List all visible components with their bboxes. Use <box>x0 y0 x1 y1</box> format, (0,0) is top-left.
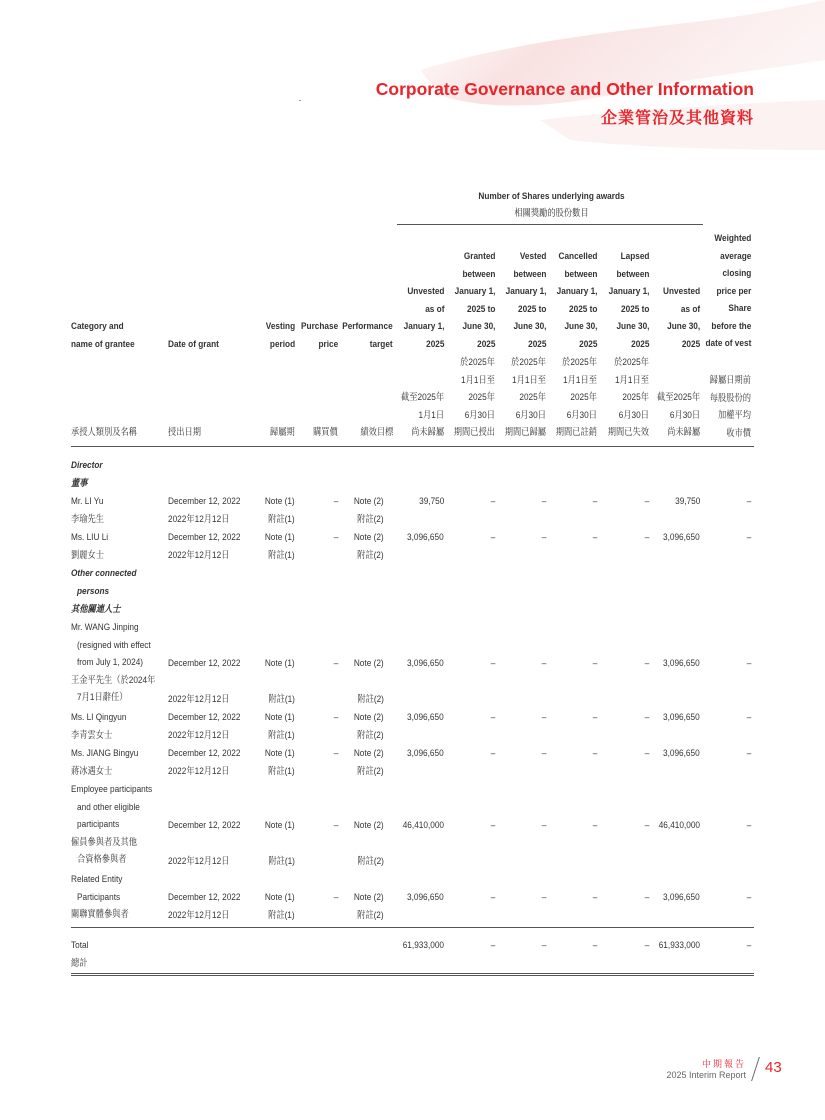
cancelled: – <box>592 712 597 723</box>
header-rule <box>71 446 754 447</box>
col-header-unvested-start: Unvested as of January 1, 2025 <box>403 286 444 350</box>
total-unvested-end: 61,933,000 <box>658 940 700 951</box>
weighted-avg-price: – <box>746 820 751 831</box>
vesting-period: Note (1) <box>265 658 295 669</box>
grant-date: December 12, 2022 <box>168 658 241 669</box>
vested: – <box>541 712 546 723</box>
col-header-cancelled-zh: 於2025年 1月1日至 2025年 6月30日 期間已註銷 <box>555 357 597 438</box>
section-other-connected-en: Other connected persons <box>71 568 137 597</box>
lapsed: – <box>644 892 649 903</box>
granted: – <box>490 496 495 507</box>
grantee-name: Mr. LI Yu 李瑜先生 <box>71 496 105 525</box>
lapsed: – <box>644 532 649 543</box>
total-unvested-start: 61,933,000 <box>402 940 444 951</box>
col-header-wavg-zh: 歸屬日期前 每股股份的 加權平均 收市價 <box>709 375 751 439</box>
unvested-end: 3,096,650 <box>663 712 700 723</box>
page-title-en: Corporate Governance and Other Information <box>375 79 754 99</box>
total-vested: – <box>541 940 546 951</box>
weighted-avg-price: – <box>746 532 751 543</box>
group-header-en: Number of Shares underlying awards <box>478 191 625 202</box>
col-header-grantee-zh: 承授人類別及名稱 <box>71 427 138 438</box>
col-header-vested: Vested between January 1, 2025 to June 30, 2025 <box>505 251 546 350</box>
col-header-vested-zh: 於2025年 1月1日至 2025年 6月30日 期間已歸屬 <box>504 357 546 438</box>
vesting-period: Note (1) <box>265 820 295 831</box>
total-granted: – <box>490 940 495 951</box>
grant-date-zh: 2022年12月12日 <box>168 856 230 867</box>
weighted-avg-price: – <box>746 496 751 507</box>
section-director-en: Director <box>71 460 103 471</box>
grant-date: December 12, 2022 2022年12月12日 <box>168 748 241 777</box>
total-weighted-avg-price: – <box>746 940 751 951</box>
col-header-lapsed-zh: 於2025年 1月1日至 2025年 6月30日 期間已失效 <box>607 357 649 438</box>
grantee-name: Mr. WANG Jinping (resigned with effect from July 1, 2024) 王金平先生（於2024年 7月1日辭任） <box>71 622 156 703</box>
col-header-cancelled: Cancelled between January 1, 2025 to June 30, 2025 <box>556 251 597 350</box>
col-header-date-zh: 授出日期 <box>168 427 202 438</box>
unvested-start: 3,096,650 <box>407 892 444 903</box>
lapsed: – <box>644 820 649 831</box>
weighted-avg-price: – <box>746 748 751 759</box>
col-header-vesting: Vesting period <box>265 321 295 350</box>
footer-separator <box>751 1057 760 1081</box>
vesting-period: Note (1) 附註(1) <box>265 892 295 921</box>
lapsed: – <box>644 496 649 507</box>
performance-target-zh: 附註(2) <box>357 694 384 705</box>
page-title-zh: 企業管治及其他資料 <box>600 110 754 127</box>
grant-date: December 12, 2022 2022年12月12日 <box>168 496 241 525</box>
unvested-start: 3,096,650 <box>407 712 444 723</box>
weighted-avg-price: – <box>746 892 751 903</box>
col-header-unvested-end-zh: 截至2025年 6月30日 尚未歸屬 <box>656 392 700 438</box>
col-header-unvested-start-zh: 截至2025年 1月1日 尚未歸屬 <box>400 392 444 438</box>
vesting-period: Note (1) 附註(1) <box>265 748 295 777</box>
performance-target: Note (2) 附註(2) <box>354 532 384 561</box>
col-header-price-zh: 購買價 <box>313 427 338 438</box>
unvested-start: 3,096,650 <box>407 658 444 669</box>
cancelled: – <box>592 532 597 543</box>
cancelled: – <box>592 820 597 831</box>
granted: – <box>490 820 495 831</box>
footer-report-en: 2025 Interim Report <box>666 1070 746 1080</box>
total-cancelled: – <box>592 940 597 951</box>
col-header-price: Purchase price <box>300 321 338 350</box>
cancelled: – <box>592 748 597 759</box>
purchase-price: – <box>333 532 338 543</box>
col-header-wavg: Weighted average closing price per Share before the date of vest <box>705 233 751 349</box>
grantee-name: Related Entity Participants 關聯實體參與者 <box>71 874 129 920</box>
performance-target: Note (2) 附註(2) <box>354 496 384 525</box>
grant-date: December 12, 2022 2022年12月12日 <box>168 712 241 741</box>
granted: – <box>490 892 495 903</box>
performance-target: Note (2) <box>354 820 384 831</box>
unvested-end: 3,096,650 <box>663 892 700 903</box>
grant-date: December 12, 2022 2022年12月12日 <box>168 892 241 921</box>
grant-date: December 12, 2022 2022年12月12日 <box>168 532 241 561</box>
granted: – <box>490 532 495 543</box>
vesting-period: Note (1) 附註(1) <box>265 496 295 525</box>
purchase-price: – <box>333 820 338 831</box>
granted: – <box>490 748 495 759</box>
col-header-target: Performance target <box>342 321 393 350</box>
weighted-avg-price: – <box>746 658 751 669</box>
cancelled: – <box>592 658 597 669</box>
purchase-price: – <box>333 658 338 669</box>
vested: – <box>541 748 546 759</box>
group-header-rule <box>397 224 703 225</box>
performance-target-zh: 附註(2) <box>357 856 384 867</box>
total-rule-bottom <box>71 973 754 974</box>
weighted-avg-price: – <box>746 712 751 723</box>
lapsed: – <box>644 658 649 669</box>
unvested-end: 39,750 <box>674 496 700 507</box>
section-other-connected-zh: 其他關連人士 <box>71 604 121 615</box>
vested: – <box>541 496 546 507</box>
vested: – <box>541 532 546 543</box>
unvested-start: 3,096,650 <box>407 532 444 543</box>
group-header-zh: 相關獎勵的股份數目 <box>514 208 589 219</box>
unvested-start: 3,096,650 <box>407 748 444 759</box>
performance-target: Note (2) 附註(2) <box>354 748 384 777</box>
unvested-end: 46,410,000 <box>658 820 700 831</box>
unvested-start: 46,410,000 <box>402 820 444 831</box>
purchase-price: – <box>333 496 338 507</box>
footer-report-zh: 中期報告 <box>701 1059 746 1069</box>
total-lapsed: – <box>644 940 649 951</box>
col-header-grantee: Category and name of grantee <box>71 321 135 350</box>
grant-date-zh: 2022年12月12日 <box>168 694 230 705</box>
granted: – <box>490 712 495 723</box>
performance-target: Note (2) 附註(2) <box>354 892 384 921</box>
purchase-price: – <box>333 748 338 759</box>
total-rule-top <box>71 927 754 928</box>
unvested-end: 3,096,650 <box>663 748 700 759</box>
cancelled: – <box>592 892 597 903</box>
col-header-lapsed: Lapsed between January 1, 2025 to June 30, 2025 <box>608 251 649 350</box>
cancelled: – <box>592 496 597 507</box>
total-rule-bottom-double <box>71 975 754 976</box>
vesting-period-zh: 附註(1) <box>268 856 295 867</box>
lapsed: – <box>644 712 649 723</box>
grantee-name: Employee participants and other eligible participants 僱員參與者及其他 合資格參與者 <box>71 784 153 865</box>
vested: – <box>541 820 546 831</box>
col-header-target-zh: 績效目標 <box>359 427 393 438</box>
unvested-end: 3,096,650 <box>663 532 700 543</box>
purchase-price: – <box>333 892 338 903</box>
stray-dot <box>299 100 301 101</box>
vested: – <box>541 892 546 903</box>
grantee-name: Ms. LI Qingyun 李青雲女士 <box>71 712 127 741</box>
purchase-price: – <box>333 712 338 723</box>
lapsed: – <box>644 748 649 759</box>
col-header-vesting-zh: 歸屬期 <box>270 427 295 438</box>
grantee-name: Ms. LIU Li 劉麗女士 <box>71 532 109 561</box>
vesting-period: Note (1) 附註(1) <box>265 532 295 561</box>
vesting-period-zh: 附註(1) <box>268 694 295 705</box>
unvested-end: 3,096,650 <box>663 658 700 669</box>
performance-target: Note (2) 附註(2) <box>354 712 384 741</box>
col-header-granted-zh: 於2025年 1月1日至 2025年 6月30日 期間已授出 <box>453 357 495 438</box>
unvested-start: 39,750 <box>418 496 444 507</box>
vesting-period: Note (1) 附註(1) <box>265 712 295 741</box>
vested: – <box>541 658 546 669</box>
col-header-date: Date of grant <box>168 339 219 350</box>
section-director-zh: 董事 <box>71 478 88 489</box>
col-header-granted: Granted between January 1, 2025 to June 30, 2025 <box>454 251 495 350</box>
grant-date: December 12, 2022 <box>168 820 241 831</box>
page-number: 43 <box>765 1059 782 1076</box>
granted: – <box>490 658 495 669</box>
grantee-name: Ms. JIANG Bingyu 蔣冰遇女士 <box>71 748 139 777</box>
col-header-unvested-end: Unvested as of June 30, 2025 <box>662 286 700 350</box>
performance-target: Note (2) <box>354 658 384 669</box>
total-label: Total 總計 <box>71 940 89 969</box>
